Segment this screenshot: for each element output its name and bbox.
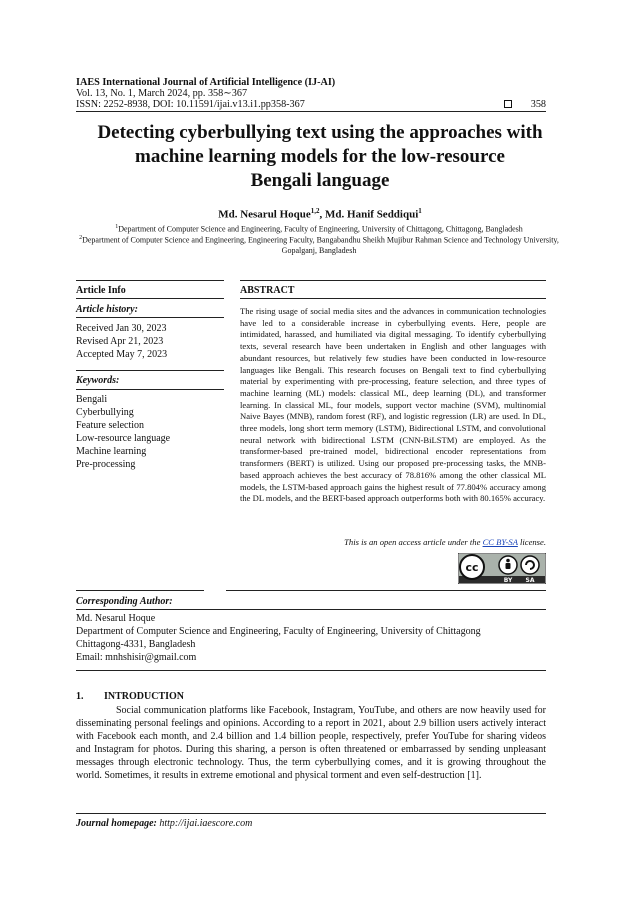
person-head-icon [506,559,510,563]
journal-homepage [76,818,252,829]
corresponding-name: Md. Nesarul Hoque [76,613,156,624]
title-line: Bengali language [250,170,390,191]
person-body-icon [506,563,511,569]
homepage-url[interactable]: http://ijai.iaescore.com [159,818,253,829]
keyword-item: Pre-processing [76,459,136,470]
affiliation [76,233,562,257]
corr-right-rule [226,590,546,591]
author-affiliation-sup: 1,2 [310,207,320,215]
license-prefix: This is an open access article under the [344,537,483,547]
keyword-item: Cyberbullying [76,407,134,418]
history-heading: Article history: [76,304,138,315]
journal-name: IAES International Journal of Artificial Intelligence (IJ-AI) [76,77,336,88]
header-rule [76,111,546,112]
abstract-head-rule [240,298,546,299]
corresponding-address: Chittagong-4331, Bangladesh [76,639,196,650]
volume-info: Vol. 13, No. 1, March 2024, pp. 358∼367 [76,88,248,99]
history-rule [76,317,224,318]
corr-left-rule [76,590,204,591]
cc-logo-text: cc [465,561,479,574]
author-list [60,207,580,221]
history-bottom-rule [76,370,224,371]
article-info-heading: Article Info [76,285,126,296]
section-number: 1. [76,691,84,702]
corr-head-rule [76,609,546,610]
section-heading [76,691,184,702]
author-separator: , [319,208,326,221]
info-top-rule [76,280,224,281]
history-list [76,322,167,361]
title-line: Detecting cyberbullying text using the approaches with [97,122,543,143]
corresponding-details [76,612,481,664]
sa-share-icon [521,556,539,574]
keyword-item: Machine learning [76,446,147,457]
abstract-text: The rising usage of social media sites and the advances in communication technologies have led to a considerable increase in cyberbullying events. Here, people are intimidated, harassed, and humiliated via digital messaging. To identify cyberbullying texts, several research have been undertaken in English and other languages with abundant resources, but relatively few studies have been conducted in low-resource languages like Bengali. This research focuses on Bengali text to find cyberbullying material by experimenting with pre-processing, feature selection, and three types of machine learning (ML) models: classical ML, deep learning (DL), and transformer learning. In classical ML, four models, support vector machine (SVM), multinomial Naive Bayes (MNB), random forest (RF), and logistic regression (LR) are used. In DL, three models, long short term memory (LSTM), Bidirectional LSTM, and convolutional neural network with bidirectional LSTM (CNN-BiLSTM) are employed. As the transformer-based pre-trained model, bidirectional encoder representations from transformers (BERT) is utilized. Using our proposed pre-processing tasks, the MNB-based approach achieves the best accuracy of 78.816% among the other classical ML models, the LSTM-based approach gains the highest result of 77.804% accuracy among the DL models, and the BERT-based approach outperforms both with 80.165% accuracy. [240,306,546,504]
title-line: machine learning models for the low-resource [135,146,505,167]
history-item: Received Jan 30, 2023 [76,323,167,334]
checkbox-icon [504,100,512,108]
keywords-heading: Keywords: [76,375,120,386]
author-affiliation-sup: 1 [418,207,422,215]
corr-bottom-rule [76,670,546,671]
license-link[interactable]: CC BY-SA [482,537,518,547]
author-name: Md. Nesarul Hoque [218,208,311,221]
paper-title [60,121,580,193]
footer-rule [76,813,546,814]
license-statement [240,537,546,547]
keyword-item: Feature selection [76,420,145,431]
info-head-rule [76,298,224,299]
introduction-text: Social communication platforms like Facebook, Instagram, YouTube, and others are now heavily used for disseminating personal feelings and opinions. According to a report in 2021, about 2.9 billion users actively interact with Facebook each month, and 2.4 billion and 1.4 billion people, respectively, prefer YouTube for sharing videos and Instagram for photos. During this sharing, a person is often threatened or embarrassed by sending unpleasant messages through electronic technology. Thus, the term cyberbullying comes, and it is growing throughout the world. Sometimes, it results in extreme emotional and physical torment and even self-destruction [1]. [76,705,546,781]
page-number: 358 [530,99,546,110]
affiliation-sup: 2 [79,235,83,241]
history-item: Accepted May 7, 2023 [76,349,168,360]
badge-by-label: BY [503,577,513,584]
affiliation-text: Department of Computer Science and Engineering, Engineering Faculty, Bangabandhu Sheikh Mujibur Rahman Science and Technology University, Gopalganj, Bangladesh [82,235,559,256]
issn-doi-line [76,99,546,111]
affiliation-sup: 1 [115,224,119,230]
corresponding-email: Email: mnhshisir@gmail.com [76,652,197,663]
keywords-rule [76,389,224,390]
abstract-heading: ABSTRACT [240,285,295,296]
corresponding-dept: Department of Computer Science and Engineering, Faculty of Engineering, University of Chittagong [76,626,481,637]
history-item: Revised Apr 21, 2023 [76,336,164,347]
corresponding-heading: Corresponding Author: [76,596,173,607]
keyword-item: Low-resource language [76,433,171,444]
cc-by-sa-badge[interactable] [458,553,546,584]
abstract-top-rule [240,280,546,281]
author-name: Md. Hanif Seddiqui [325,208,419,221]
keywords-list [76,393,170,471]
keyword-item: Bengali [76,394,108,405]
badge-sa-label: SA [525,577,535,584]
issn-doi: ISSN: 2252-8938, DOI: 10.11591/ijai.v13.i1.pp358-367 [76,99,305,110]
section-title: INTRODUCTION [104,691,185,702]
license-suffix: license. [517,537,546,547]
affiliation-text: Department of Computer Science and Engineering, Faculty of Engineering, University of Chittagong, Chittagong, Bangladesh [118,224,523,234]
homepage-label: Journal homepage: [76,818,157,829]
